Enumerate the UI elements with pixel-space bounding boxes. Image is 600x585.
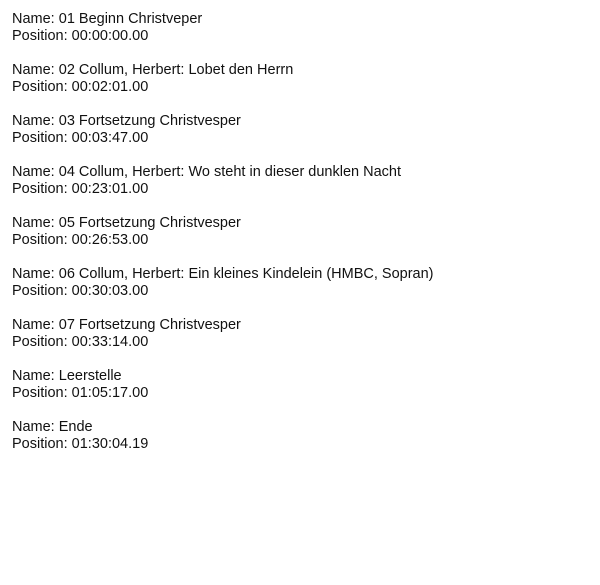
marker-name: Leerstelle <box>58 368 122 384</box>
marker-entry <box>12 368 588 402</box>
position-label: Position: <box>12 385 68 401</box>
marker-name-line <box>12 215 588 232</box>
marker-name: 01 Beginn Christveper <box>58 11 203 27</box>
marker-name-line <box>12 266 588 283</box>
name-label: Name: <box>12 419 55 435</box>
marker-name: 06 Collum, Herbert: Ein kleines Kindelein (HMBC, Sopran) <box>58 266 434 282</box>
marker-entry <box>12 113 588 147</box>
marker-position-line <box>12 28 588 45</box>
marker-position: 00:33:14.00 <box>71 334 149 350</box>
name-label: Name: <box>12 113 55 129</box>
marker-position-line <box>12 181 588 198</box>
name-label: Name: <box>12 11 55 27</box>
position-label: Position: <box>12 232 68 248</box>
marker-position: 00:30:03.00 <box>71 283 149 299</box>
marker-list <box>12 11 588 470</box>
marker-position-line <box>12 130 588 147</box>
marker-entry <box>12 11 588 45</box>
marker-name: 02 Collum, Herbert: Lobet den Herrn <box>58 62 294 78</box>
marker-position: 01:05:17.00 <box>71 385 149 401</box>
name-label: Name: <box>12 266 55 282</box>
position-label: Position: <box>12 130 68 146</box>
marker-position-line <box>12 436 588 453</box>
marker-entry <box>12 317 588 351</box>
marker-name-line <box>12 113 588 130</box>
marker-entry <box>12 215 588 249</box>
marker-position-line <box>12 283 588 300</box>
position-label: Position: <box>12 283 68 299</box>
marker-entry <box>12 164 588 198</box>
marker-entry <box>12 419 588 453</box>
marker-position-line <box>12 232 588 249</box>
marker-name-line <box>12 368 588 385</box>
name-label: Name: <box>12 62 55 78</box>
marker-name-line <box>12 164 588 181</box>
marker-name: 07 Fortsetzung Christvesper <box>58 317 241 333</box>
marker-name-line <box>12 62 588 79</box>
position-label: Position: <box>12 181 68 197</box>
marker-name: 05 Fortsetzung Christvesper <box>58 215 241 231</box>
marker-position: 00:02:01.00 <box>71 79 149 95</box>
marker-name-line <box>12 317 588 334</box>
marker-position: 00:03:47.00 <box>71 130 149 146</box>
name-label: Name: <box>12 215 55 231</box>
marker-entry <box>12 266 588 300</box>
marker-name-line <box>12 419 588 436</box>
marker-name-line <box>12 11 588 28</box>
marker-position-line <box>12 79 588 96</box>
marker-entry <box>12 62 588 96</box>
marker-position: 00:00:00.00 <box>71 28 149 44</box>
marker-position: 00:26:53.00 <box>71 232 149 248</box>
marker-name: 04 Collum, Herbert: Wo steht in dieser dunklen Nacht <box>58 164 402 180</box>
marker-name: 03 Fortsetzung Christvesper <box>58 113 241 129</box>
name-label: Name: <box>12 317 55 333</box>
name-label: Name: <box>12 164 55 180</box>
marker-name: Ende <box>58 419 93 435</box>
position-label: Position: <box>12 436 68 452</box>
marker-position-line <box>12 385 588 402</box>
name-label: Name: <box>12 368 55 384</box>
position-label: Position: <box>12 28 68 44</box>
marker-position-line <box>12 334 588 351</box>
position-label: Position: <box>12 334 68 350</box>
marker-position: 01:30:04.19 <box>71 436 149 452</box>
marker-position: 00:23:01.00 <box>71 181 149 197</box>
position-label: Position: <box>12 79 68 95</box>
